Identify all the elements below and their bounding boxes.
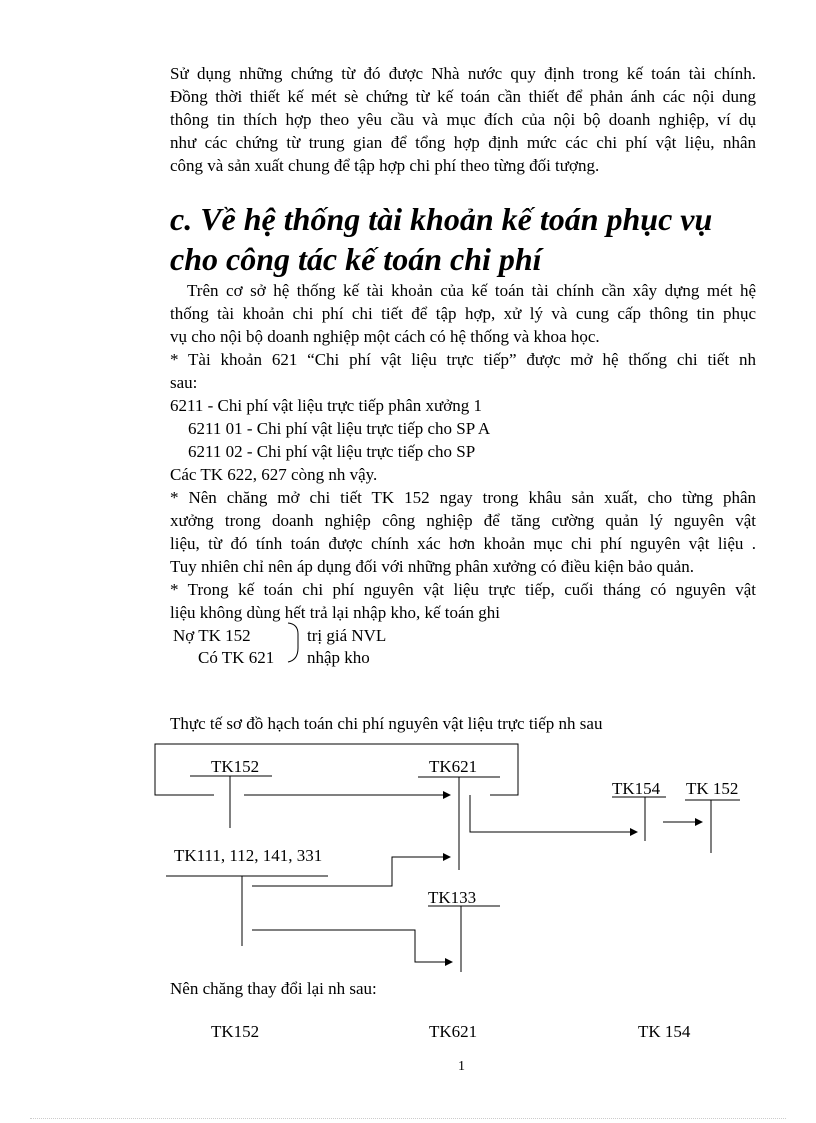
paragraph-line: * Tài khoản 621 “Chi phí vật liệu trực tiếp” được mở hệ thống chi tiết nh: [170, 350, 756, 369]
paragraph-line: Tuy nhiên chỉ nên áp dụng đối với những phân xưởng có điều kiện bảo quản.: [170, 557, 694, 576]
paragraph-line: công và sản xuất chung để tập hợp chi phí theo từng đối tượng.: [170, 156, 600, 175]
account-label-tk111: TK111, 112, 141, 331: [174, 846, 323, 865]
page-number: 1: [458, 1059, 465, 1074]
suggestion-text: Nên chăng thay đổi lại nh sau:: [170, 979, 377, 998]
paragraph-line: liệu, từ đó tính toán được chính xác hơn khoản mục chi phí nguyên vật liệu .: [170, 534, 756, 553]
section-heading: c. Về hệ thống tài khoản kế toán phục vụ: [170, 201, 713, 237]
entry-desc: trị giá NVL: [307, 626, 387, 645]
paragraph-line: * Nên chăng mở chi tiết TK 152 ngay trong khâu sản xuất, cho từng phân: [170, 488, 756, 507]
paragraph-line: thông tin thích hợp theo yêu cầu và mục đích của nội bộ doanh nghiệp, ví dụ: [170, 110, 756, 129]
paragraph-line: xưởng trong doanh nghiệp công nghiệp để tăng cường quản lý nguyên vật: [170, 511, 756, 530]
account-label-tk152b: TK 152: [686, 779, 739, 798]
paragraph-line: * Trong kế toán chi phí nguyên vật liệu trực tiếp, cuối tháng có nguyên vật: [170, 580, 756, 599]
section-heading: cho công tác kế toán chi phí: [170, 241, 542, 277]
bottom-label-tk154: TK 154: [638, 1022, 691, 1041]
bottom-label-tk621: TK621: [429, 1022, 478, 1041]
paragraph-line: Sử dụng những chứng từ đó được Nhà nước quy định trong kế toán tài chính.: [170, 64, 756, 83]
account-label-tk133: TK133: [428, 888, 477, 907]
account-line: 6211 02 - Chi phí vật liệu trực tiếp cho SP: [188, 442, 476, 461]
account-label-tk154: TK154: [612, 779, 661, 798]
account-line: 6211 01 - Chi phí vật liệu trực tiếp cho SP A: [188, 419, 491, 438]
paragraph-line: như các chứng từ trung gian để tổng hợp định mức các chi phí vật liệu, nhân: [170, 133, 756, 152]
account-line: Các TK 622, 627 còng nh vậy.: [170, 465, 378, 484]
bottom-label-tk152: TK152: [211, 1022, 260, 1041]
paragraph-line: sau:: [170, 373, 198, 392]
paragraph-line: Trên cơ sở hệ thống kế tài khoản của kế toán tài chính cần xây dựng mét hệ: [187, 281, 756, 300]
paragraph-line: Đồng thời thiết kế mét sè chứng từ kế toán cần thiết để phản ánh các nội dung: [170, 87, 756, 106]
entry-debit: Nợ TK 152: [173, 626, 251, 645]
paragraph-line: vụ cho nội bộ doanh nghiệp một cách có hệ thống và khoa học.: [170, 327, 600, 346]
account-label-tk152: TK152: [211, 757, 260, 776]
footer-divider: [30, 1118, 786, 1119]
entry-credit: Có TK 621: [198, 648, 275, 667]
entry-desc: nhập kho: [307, 648, 370, 667]
paragraph-line: liệu không dùng hết trả lại nhập kho, kế toán ghi: [170, 603, 501, 622]
diagram-title: Thực tế sơ đồ hạch toán chi phí nguyên vật liệu trực tiếp nh sau: [170, 714, 603, 733]
account-line: 6211 - Chi phí vật liệu trực tiếp phân xưởng 1: [170, 396, 482, 415]
account-label-tk621: TK621: [429, 757, 478, 776]
paragraph-line: thống tài khoản chi phí chi tiết để tập hợp, xử lý và cung cấp thông tin phục: [170, 304, 756, 323]
